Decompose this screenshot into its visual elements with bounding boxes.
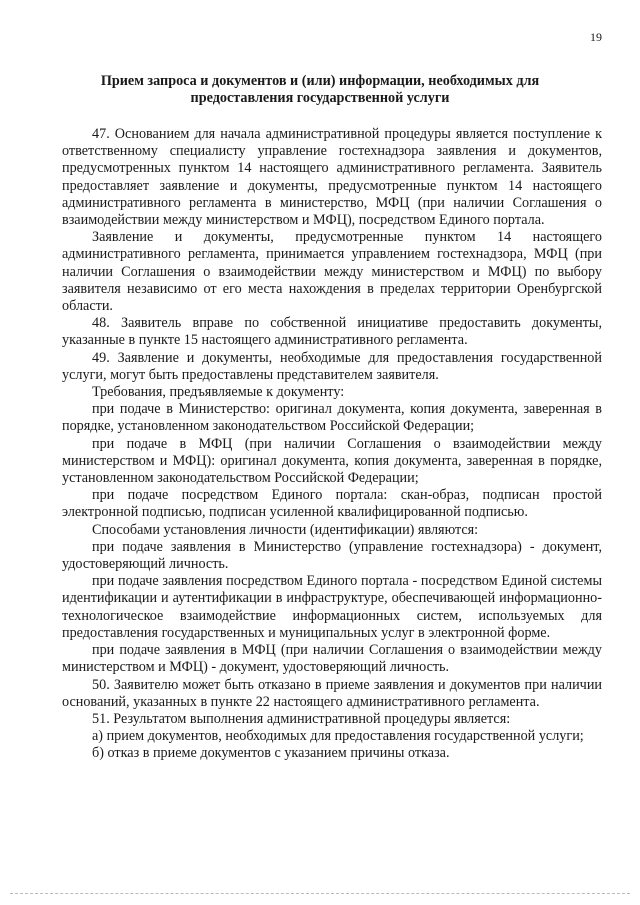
paragraph-ministry-submission: при подаче в Министерство: оригинал документа, копия документа, заверенная в порядке, установленном законодательством Российской Федерации;: [62, 401, 602, 435]
paragraph-51: 51. Результатом выполнения административной процедуры является:: [92, 710, 511, 727]
paragraph-47: 47. Основанием для начала административной процедуры является поступление к ответственному специалисту управление гостехнадзора заявления и документов, предусмотренных пунктом 14 настоящего административного регламента. Заявитель предоставляет заявление и документы, предусмотренные пунктом 14 настоящего административного регламента в министерство, МФЦ (при наличии Соглашения о взаимодействии между министерством и МФЦ), посредством Единого портала.: [62, 126, 602, 229]
document-body: [62, 126, 602, 763]
paragraph-49: 49. Заявление и документы, необходимые для предоставления государственной услуги, могут быть предоставлены представителем заявителя.: [62, 349, 602, 383]
paragraph-identification: Способами установления личности (идентификации) являются:: [92, 521, 479, 538]
paragraph-mfc-submission: при подаче в МФЦ (при наличии Соглашения о взаимодействии между министерством и МФЦ): оригинал документа, копия документа, заверенная в порядке, установленном законодательством Российской Федерации;: [62, 435, 602, 487]
paragraph-50: 50. Заявителю может быть отказано в приеме заявления и документов при наличии оснований, указанных в пункте 22 настоящего административного регламента.: [62, 676, 602, 710]
paragraph-47-application: Заявление и документы, предусмотренные пунктом 14 настоящего административного регламента, принимается управлением гостехнадзора, МФЦ (при наличии Соглашения о взаимодействии между министерством и МФЦ) по выбору заявителя независимо от его места нахождения в пределах территории Оренбургской области.: [62, 229, 602, 315]
page-bottom-divider: [10, 893, 630, 894]
paragraph-ministry-identification: при подаче заявления в Министерство (управление гостехнадзора) - документ, удостоверяющий личность.: [62, 538, 602, 573]
paragraph-mfc-identification: при подаче заявления в МФЦ (при наличии Соглашения о взаимодействии между министерством и МФЦ) - документ, удостоверяющий личность.: [62, 642, 602, 676]
page-number: 19: [590, 30, 602, 44]
paragraph-portal-submission: при подаче посредством Единого портала: скан-образ, подписан простой электронной подписью, подписан усиленной квалифицированной подписью.: [62, 487, 602, 521]
paragraph-51-a: а) прием документов, необходимых для предоставления государственной услуги;: [92, 728, 584, 745]
paragraph-51-b: б) отказ в приеме документов с указанием причины отказа.: [92, 745, 450, 762]
section-title: Прием запроса и документов и (или) информации, необходимых для предоставления государственной услуги: [100, 73, 540, 106]
paragraph-requirements: Требования, предъявляемые к документу:: [92, 384, 345, 401]
paragraph-48: 48. Заявитель вправе по собственной инициативе предоставить документы, указанные в пункте 15 настоящего административного регламента.: [62, 315, 602, 349]
paragraph-portal-identification: при подаче заявления посредством Единого портала - посредством Единой системы идентификации и аутентификации в инфраструктуре, обеспечивающей информационно-технологическое взаимодействие информационных систем, используемых для предоставления государственных и муниципальных услуг в электронной форме.: [62, 573, 602, 641]
